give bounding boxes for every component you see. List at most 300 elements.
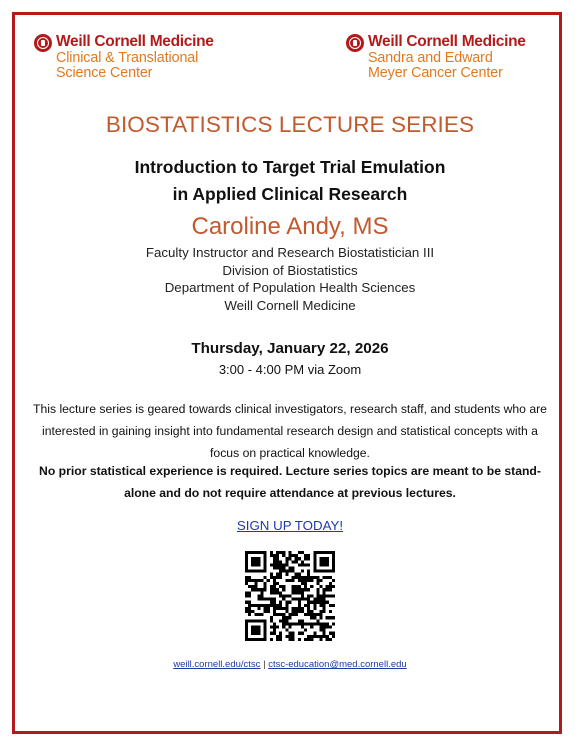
- qr-module: [288, 557, 291, 560]
- qr-module: [307, 638, 310, 641]
- qr-module: [310, 625, 313, 628]
- qr-module: [288, 625, 291, 628]
- qr-module: [301, 563, 304, 566]
- qr-module: [307, 607, 310, 610]
- qr-module: [282, 585, 285, 588]
- qr-module: [273, 632, 276, 635]
- qr-module: [292, 567, 295, 570]
- qr-module: [332, 604, 335, 607]
- qr-module: [273, 629, 276, 632]
- qr-module: [282, 563, 285, 566]
- qr-module: [279, 573, 282, 576]
- qr-module: [245, 601, 248, 604]
- qr-module: [248, 591, 251, 594]
- qr-module: [273, 576, 276, 579]
- qr-module: [326, 588, 329, 591]
- qr-module: [298, 563, 301, 566]
- qr-module: [307, 563, 310, 566]
- qr-module: [276, 551, 279, 554]
- qr-module: [248, 607, 251, 610]
- qr-module: [264, 585, 267, 588]
- qr-module: [323, 629, 326, 632]
- speaker-division: Division of Biostatistics: [222, 262, 358, 278]
- qr-module: [264, 610, 267, 613]
- qr-module: [298, 598, 301, 601]
- qr-module: [254, 604, 257, 607]
- qr-module: [304, 582, 307, 585]
- qr-module: [279, 638, 282, 641]
- qr-module: [285, 573, 288, 576]
- qr-module: [323, 598, 326, 601]
- qr-module: [295, 560, 298, 563]
- ctsc-logo: [34, 34, 214, 80]
- qr-module: [292, 585, 295, 588]
- prerequisite-note: No prior statistical experience is required. Lecture series topics are meant to be stand-alone and do not require attendance at previous lectures.: [39, 464, 541, 500]
- qr-module: [316, 594, 319, 597]
- qr-module: [261, 598, 264, 601]
- qr-module: [298, 638, 301, 641]
- qr-module: [329, 594, 332, 597]
- qr-module: [292, 588, 295, 591]
- qr-module: [292, 635, 295, 638]
- qr-module: [288, 570, 291, 573]
- qr-module: [257, 598, 260, 601]
- qr-module: [295, 591, 298, 594]
- qr-module: [273, 622, 276, 625]
- qr-module: [292, 632, 295, 635]
- qr-module: [285, 610, 288, 613]
- qr-module: [282, 625, 285, 628]
- qr-module: [307, 554, 310, 557]
- speaker-affiliation: [0, 244, 580, 314]
- qr-module: [304, 563, 307, 566]
- qr-module: [285, 619, 288, 622]
- ctsc-website-link[interactable]: weill.cornell.edu/ctsc: [173, 659, 261, 670]
- qr-module: [261, 604, 264, 607]
- qr-module: [282, 567, 285, 570]
- qr-module: [270, 632, 273, 635]
- cancer-center-logo: [346, 34, 526, 80]
- qr-module: [279, 604, 282, 607]
- qr-module: [295, 622, 298, 625]
- qr-module: [273, 588, 276, 591]
- qr-module: [310, 622, 313, 625]
- qr-module: [307, 557, 310, 560]
- qr-module: [270, 625, 273, 628]
- qr-module: [295, 613, 298, 616]
- qr-module: [304, 588, 307, 591]
- qr-module: [270, 638, 273, 641]
- qr-module: [310, 579, 313, 582]
- qr-module: [316, 619, 319, 622]
- talk-title-line1: Introduction to Target Trial Emulation: [134, 157, 446, 177]
- qr-module: [332, 616, 335, 619]
- qr-module: [276, 638, 279, 641]
- qr-module: [276, 635, 279, 638]
- qr-module: [301, 579, 304, 582]
- qr-module: [288, 622, 291, 625]
- qr-module: [279, 613, 282, 616]
- event-time: 3:00 - 4:00 PM via Zoom: [218, 362, 362, 377]
- cornell-seal-icon: [34, 34, 52, 52]
- qr-module: [313, 601, 316, 604]
- qr-module: [267, 607, 270, 610]
- qr-module: [307, 594, 310, 597]
- qr-module: [285, 563, 288, 566]
- speaker-department: Department of Population Health Sciences: [164, 280, 416, 295]
- qr-module: [301, 551, 304, 554]
- qr-module: [248, 579, 251, 582]
- qr-module: [319, 585, 322, 588]
- qr-module: [273, 625, 276, 628]
- qr-module: [323, 622, 326, 625]
- logo-subtitle-line2: Science Center: [56, 64, 153, 81]
- qr-module: [270, 598, 273, 601]
- qr-module: [270, 601, 273, 604]
- qr-module: [304, 557, 307, 560]
- qr-module: [261, 613, 264, 616]
- qr-module: [313, 632, 316, 635]
- qr-module: [273, 560, 276, 563]
- qr-module: [285, 629, 288, 632]
- qr-module: [288, 567, 291, 570]
- qr-module: [310, 635, 313, 638]
- qr-module: [323, 601, 326, 604]
- qr-module: [248, 610, 251, 613]
- qr-module: [282, 570, 285, 573]
- qr-module: [298, 551, 301, 554]
- qr-module: [307, 610, 310, 613]
- qr-module: [326, 601, 329, 604]
- qr-module: [276, 554, 279, 557]
- qr-module: [319, 598, 322, 601]
- qr-module: [295, 588, 298, 591]
- qr-module: [279, 570, 282, 573]
- qr-module: [273, 598, 276, 601]
- qr-module: [326, 616, 329, 619]
- qr-module: [254, 579, 257, 582]
- qr-module: [326, 585, 329, 588]
- qr-module: [292, 554, 295, 557]
- qr-module: [313, 576, 316, 579]
- qr-module: [273, 585, 276, 588]
- qr-module: [248, 613, 251, 616]
- qr-module: [282, 588, 285, 591]
- qr-module: [285, 594, 288, 597]
- qr-module: [319, 579, 322, 582]
- qr-module: [332, 632, 335, 635]
- qr-module: [307, 588, 310, 591]
- qr-module: [282, 616, 285, 619]
- qr-module: [279, 635, 282, 638]
- qr-module: [273, 607, 276, 610]
- qr-module: [245, 576, 248, 579]
- qr-module: [295, 554, 298, 557]
- qr-module: [319, 594, 322, 597]
- qr-module: [267, 610, 270, 613]
- qr-module: [245, 610, 248, 613]
- qr-module: [270, 551, 273, 554]
- qr-module: [288, 594, 291, 597]
- talk-title-line2: in Applied Clinical Research: [172, 184, 408, 204]
- qr-module: [319, 638, 322, 641]
- qr-module: [313, 613, 316, 616]
- qr-module: [323, 632, 326, 635]
- qr-module: [245, 582, 248, 585]
- qr-module: [304, 585, 307, 588]
- qr-module: [298, 576, 301, 579]
- logo-name: Weill Cornell Medicine: [368, 33, 526, 50]
- signup-qr-code[interactable]: [245, 551, 335, 641]
- qr-module: [298, 591, 301, 594]
- qr-module: [316, 582, 319, 585]
- qr-module: [319, 610, 322, 613]
- qr-module: [245, 607, 248, 610]
- qr-module: [319, 635, 322, 638]
- series-description: This lecture series is geared towards clinical investigators, research staff, and students who are interested in gaining insight into fundamental research design and statistical concepts with a focus on practical knowledge.: [33, 402, 547, 460]
- qr-module: [273, 591, 276, 594]
- qr-module: [298, 604, 301, 607]
- qr-module: [316, 579, 319, 582]
- qr-module: [279, 607, 282, 610]
- qr-module: [332, 585, 335, 588]
- qr-module: [304, 576, 307, 579]
- qr-module: [282, 622, 285, 625]
- qr-module: [316, 591, 319, 594]
- qr-module: [310, 610, 313, 613]
- qr-module: [323, 625, 326, 628]
- qr-module: [288, 616, 291, 619]
- qr-module: [323, 610, 326, 613]
- qr-module: [316, 622, 319, 625]
- qr-module: [298, 619, 301, 622]
- qr-module: [323, 635, 326, 638]
- qr-module: [282, 619, 285, 622]
- qr-module: [301, 619, 304, 622]
- qr-module: [310, 594, 313, 597]
- qr-module: [245, 594, 248, 597]
- qr-module: [270, 576, 273, 579]
- talk-title: [0, 154, 580, 208]
- qr-module: [264, 582, 267, 585]
- qr-module: [270, 619, 273, 622]
- qr-module: [276, 591, 279, 594]
- qr-module: [279, 591, 282, 594]
- qr-module: [285, 607, 288, 610]
- qr-module: [304, 554, 307, 557]
- qr-module: [270, 616, 273, 619]
- qr-module: [264, 604, 267, 607]
- qr-module: [316, 576, 319, 579]
- footer-separator: |: [260, 659, 269, 670]
- qr-module: [282, 598, 285, 601]
- qr-module: [329, 582, 332, 585]
- qr-module: [276, 613, 279, 616]
- qr-module: [276, 607, 279, 610]
- qr-module: [329, 616, 332, 619]
- qr-module: [295, 557, 298, 560]
- qr-module: [295, 610, 298, 613]
- qr-module: [248, 594, 251, 597]
- qr-module: [251, 625, 260, 634]
- qr-module: [270, 573, 273, 576]
- qr-module: [276, 563, 279, 566]
- qr-module: [298, 557, 301, 560]
- qr-module: [279, 551, 282, 554]
- qr-module: [323, 576, 326, 579]
- qr-module: [276, 560, 279, 563]
- qr-module: [326, 635, 329, 638]
- qr-module: [285, 604, 288, 607]
- qr-module: [273, 554, 276, 557]
- qr-module: [323, 591, 326, 594]
- qr-module: [282, 554, 285, 557]
- qr-module: [329, 610, 332, 613]
- event-date: Thursday, January 22, 2026: [191, 340, 389, 357]
- qr-module: [251, 604, 254, 607]
- qr-module: [279, 567, 282, 570]
- qr-module: [307, 576, 310, 579]
- qr-module: [295, 576, 298, 579]
- qr-module: [329, 632, 332, 635]
- qr-module: [298, 601, 301, 604]
- qr-module: [279, 632, 282, 635]
- qr-module: [307, 570, 310, 573]
- qr-module: [319, 622, 322, 625]
- qr-module: [319, 629, 322, 632]
- qr-module: [298, 585, 301, 588]
- qr-module: [329, 585, 332, 588]
- qr-module: [254, 613, 257, 616]
- qr-module: [264, 576, 267, 579]
- qr-module: [279, 619, 282, 622]
- qr-module: [251, 557, 260, 566]
- qr-module: [323, 594, 326, 597]
- series-title: BIOSTATISTICS LECTURE SERIES: [105, 112, 475, 137]
- speaker-role: Faculty Instructor and Research Biostatistician III: [145, 245, 435, 260]
- qr-module: [332, 579, 335, 582]
- qr-module: [257, 588, 260, 591]
- qr-module: [270, 585, 273, 588]
- qr-module: [301, 610, 304, 613]
- qr-module: [288, 579, 291, 582]
- qr-module: [248, 585, 251, 588]
- qr-module: [254, 585, 257, 588]
- qr-module: [267, 598, 270, 601]
- qr-module: [332, 635, 335, 638]
- qr-module: [261, 591, 264, 594]
- qr-module: [279, 560, 282, 563]
- qr-module: [301, 625, 304, 628]
- qr-module: [310, 585, 313, 588]
- qr-module: [270, 563, 273, 566]
- qr-module: [276, 573, 279, 576]
- qr-module: [276, 576, 279, 579]
- speaker-institution: Weill Cornell Medicine: [224, 297, 356, 313]
- qr-module: [307, 579, 310, 582]
- qr-module: [313, 604, 316, 607]
- qr-module: [310, 616, 313, 619]
- qr-module: [292, 613, 295, 616]
- qr-module: [282, 551, 285, 554]
- qr-module: [273, 563, 276, 566]
- qr-module: [285, 579, 288, 582]
- speaker-name: Caroline Andy, MS: [191, 213, 389, 240]
- qr-module: [273, 610, 276, 613]
- qr-module: [301, 607, 304, 610]
- qr-module: [304, 622, 307, 625]
- qr-module: [304, 638, 307, 641]
- qr-module: [257, 607, 260, 610]
- qr-module: [270, 554, 273, 557]
- qr-module: [295, 585, 298, 588]
- qr-module: [273, 579, 276, 582]
- qr-module: [276, 557, 279, 560]
- qr-module: [285, 557, 288, 560]
- qr-module: [288, 613, 291, 616]
- qr-module: [329, 638, 332, 641]
- qr-module: [288, 551, 291, 554]
- qr-module: [248, 576, 251, 579]
- qr-module: [276, 588, 279, 591]
- qr-module: [301, 576, 304, 579]
- qr-module: [304, 598, 307, 601]
- qr-module: [304, 629, 307, 632]
- qr-module: [304, 579, 307, 582]
- qr-module: [301, 598, 304, 601]
- qr-module: [307, 601, 310, 604]
- qr-module: [267, 579, 270, 582]
- qr-module: [310, 576, 313, 579]
- qr-module: [316, 635, 319, 638]
- qr-module: [270, 588, 273, 591]
- qr-module: [282, 607, 285, 610]
- qr-module: [273, 601, 276, 604]
- qr-module: [254, 588, 257, 591]
- qr-module: [301, 632, 304, 635]
- qr-module: [301, 591, 304, 594]
- qr-module: [292, 591, 295, 594]
- qr-module: [301, 588, 304, 591]
- qr-module: [257, 594, 260, 597]
- qr-module: [251, 585, 254, 588]
- qr-module: [285, 601, 288, 604]
- qr-module: [276, 567, 279, 570]
- qr-module: [264, 588, 267, 591]
- qr-module: [332, 622, 335, 625]
- qr-module: [292, 622, 295, 625]
- qr-module: [288, 601, 291, 604]
- qr-module: [273, 604, 276, 607]
- qr-module: [288, 635, 291, 638]
- qr-module: [257, 579, 260, 582]
- qr-module: [292, 638, 295, 641]
- qr-module: [326, 622, 329, 625]
- qr-module: [267, 604, 270, 607]
- qr-module: [329, 576, 332, 579]
- qr-module: [301, 582, 304, 585]
- qr-module: [301, 622, 304, 625]
- qr-module: [316, 598, 319, 601]
- cornell-seal-icon: [346, 34, 364, 52]
- qr-module: [295, 607, 298, 610]
- qr-module: [316, 588, 319, 591]
- qr-module: [279, 585, 282, 588]
- ctsc-email-link[interactable]: ctsc-education@med.cornell.edu: [268, 659, 407, 670]
- signup-link[interactable]: SIGN UP TODAY!: [236, 518, 344, 533]
- qr-module: [319, 616, 322, 619]
- qr-module: [298, 632, 301, 635]
